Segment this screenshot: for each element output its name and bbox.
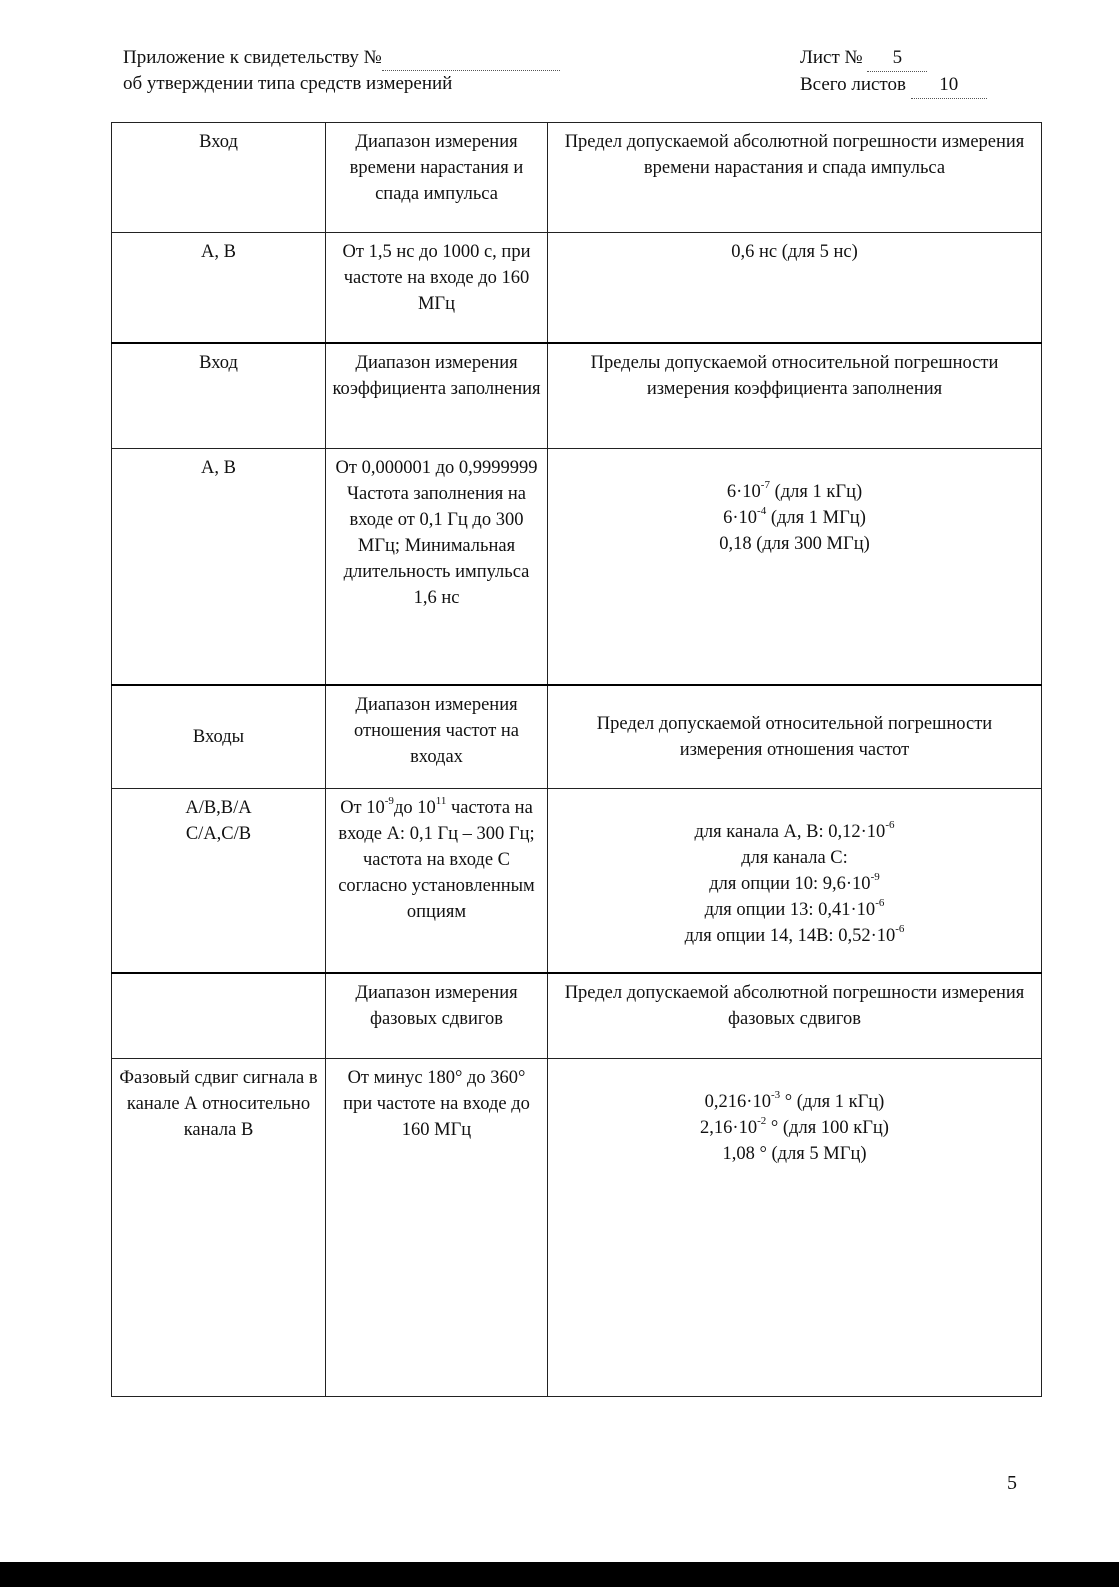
certificate-label: Приложение к свидетельству № <box>123 47 382 68</box>
ratio-error: для канала А, В: $0,12\cdot 10^{-6}$ для канала С: для опции 10: $9,6\cdot 10^{-9}$ для опции 13: $0,41\cdot 10^{-6}$ для опции 14, 14В: $0,52\cdot 10^{-6}$ <box>548 789 1042 973</box>
phase-header-row <box>112 973 1042 1059</box>
phase-error-header: Предел допускаемой абсолютной погрешности измерения фазовых сдвигов <box>548 973 1042 1059</box>
phase-error: $0,216\cdot 10^{-3}$ ° (для 1 кГц) $2,16\cdot 10^{-2}$ ° (для 100 кГц) 1,08 ° (для 5 МГц) <box>548 1059 1042 1397</box>
rise-header-row <box>112 123 1042 233</box>
ratio-range: От $10^{-9}до$ $10^{11}$ частота на входе А: 0,1 Гц – 300 Гц; частота на входе С согласно установленным опциям <box>326 789 548 973</box>
duty-input: А, В <box>112 449 326 685</box>
phase-input-header <box>112 973 326 1059</box>
header-left <box>123 45 560 97</box>
ratio-error-header: Предел допускаемой относительной погрешности измерения отношения частот <box>548 685 1042 789</box>
certificate-number-blank <box>382 50 560 71</box>
ratio-input-header: Входы <box>112 685 326 789</box>
ratio-header-row <box>112 685 1042 789</box>
approval-label: об утверждении типа средств измерений <box>123 73 453 94</box>
page-number: 5 <box>1007 1472 1017 1494</box>
total-sheets-number: 10 <box>911 72 987 99</box>
phase-description: Фазовый сдвиг сигнала в канале А относительно канала В <box>112 1059 326 1397</box>
rise-input-header: Вход <box>112 123 326 233</box>
duty-input-header: Вход <box>112 343 326 449</box>
ratio-inputs: А/В,В/А С/А,С/В <box>112 789 326 973</box>
ratio-data-row <box>112 789 1042 973</box>
header-right <box>800 45 987 99</box>
rise-range: От 1,5 нс до 1000 с, при частоте на входе до 160 МГц <box>326 233 548 343</box>
duty-header-row <box>112 343 1042 449</box>
rise-range-header: Диапазон измерения времени нарастания и спада импульса <box>326 123 548 233</box>
duty-range: От 0,000001 до 0,9999999 Частота заполнения на входе от 0,1 Гц до 300 МГц; Минимальная длительность импульса 1,6 нс <box>326 449 548 685</box>
ratio-range-header: Диапазон измерения отношения частот на входах <box>326 685 548 789</box>
phase-range: От минус 180° до 360° при частоте на входе до 160 МГц <box>326 1059 548 1397</box>
phase-range-header: Диапазон измерения фазовых сдвигов <box>326 973 548 1059</box>
duty-error: $6\cdot 10^{-7}$ (для 1 кГц) $6\cdot 10^{-4}$ (для 1 МГц) 0,18 (для 300 МГц) <box>548 449 1042 685</box>
rise-input: А, В <box>112 233 326 343</box>
sheet-number: 5 <box>867 45 927 72</box>
rise-data-row <box>112 233 1042 343</box>
rise-error-header: Предел допускаемой абсолютной погрешности измерения времени нарастания и спада импульса <box>548 123 1042 233</box>
duty-data-row <box>112 449 1042 685</box>
phase-data-row <box>112 1059 1042 1397</box>
total-sheets-label: Всего листов <box>800 74 906 95</box>
scan-edge-bar <box>0 1562 1119 1587</box>
sheet-label: Лист № <box>800 47 863 68</box>
duty-error-header: Пределы допускаемой относительной погрешности измерения коэффициента заполнения <box>548 343 1042 449</box>
specifications-table <box>111 122 1042 1397</box>
rise-error: 0,6 нс (для 5 нс) <box>548 233 1042 343</box>
duty-range-header: Диапазон измерения коэффициента заполнения <box>326 343 548 449</box>
